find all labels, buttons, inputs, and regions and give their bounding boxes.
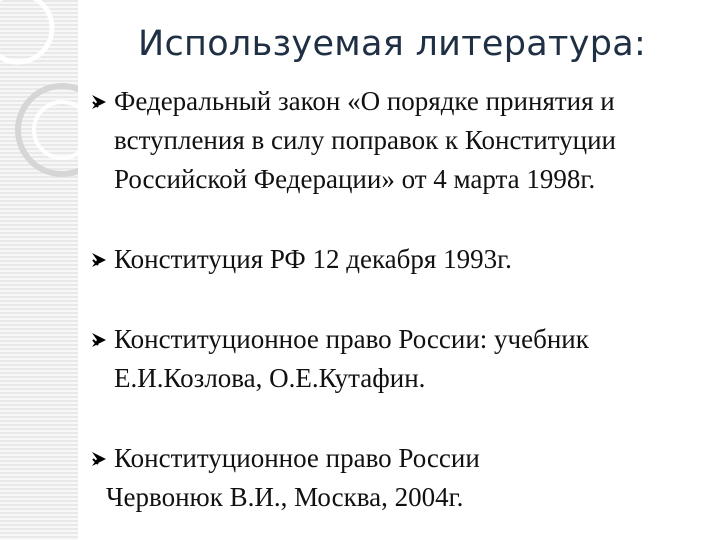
slide-title: Используемая литература: [138, 24, 647, 64]
list-item [90, 439, 700, 517]
list-item-line: Конституция РФ 12 декабря 1993г. [114, 244, 512, 274]
decorative-circles-icon [0, 0, 78, 220]
decorative-side-band [0, 0, 78, 540]
list-item [90, 240, 700, 279]
list-item-line: Конституционное право России: учебник [114, 324, 589, 354]
list-item-line: Конституционное право России [114, 443, 480, 473]
references-list [90, 82, 700, 517]
arrow-check-bullet-icon [90, 82, 112, 121]
list-item-line: Российской Федерации» от 4 марта 1998г. [114, 164, 596, 194]
list-item-line: Е.И.Козлова, О.Е.Кутафин. [114, 363, 426, 393]
arrow-check-bullet-icon [90, 320, 112, 359]
list-item-line: Червонюк В.И., Москва, 2004г. [106, 482, 464, 512]
list-item [90, 320, 700, 398]
list-item-line: Федеральный закон «О порядке принятия и [114, 86, 615, 116]
list-item-line: вступления в силу поправок к Конституции [114, 125, 616, 155]
list-item [90, 82, 700, 199]
arrow-check-bullet-icon [90, 439, 112, 478]
arrow-check-bullet-icon [90, 240, 112, 279]
